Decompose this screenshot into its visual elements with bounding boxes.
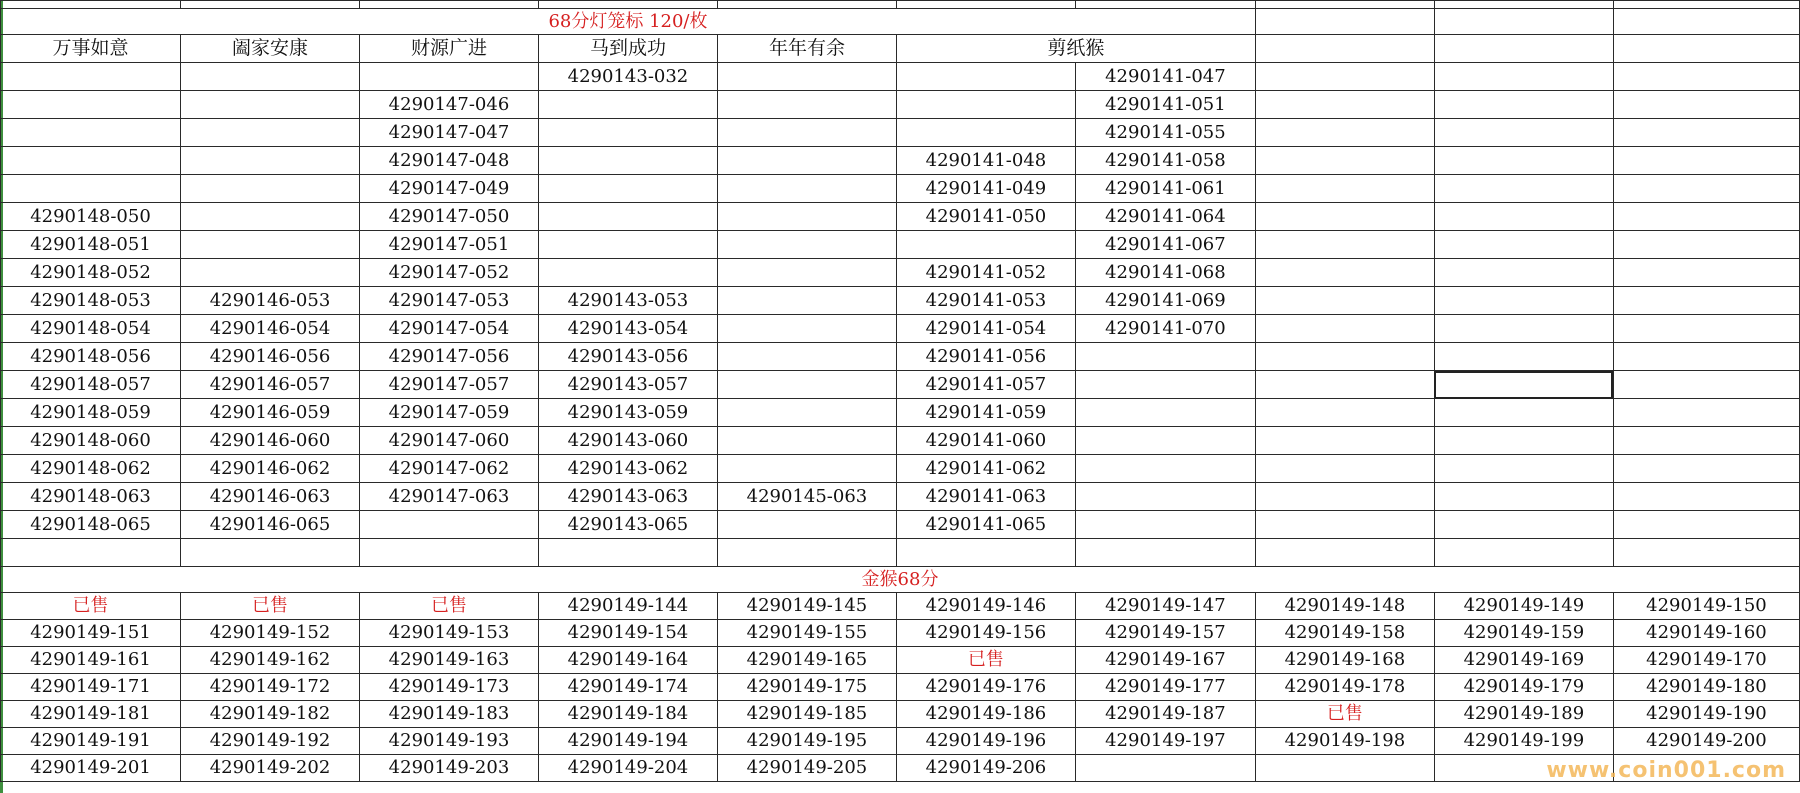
cell[interactable]: 4290143-032 — [538, 63, 717, 91]
cell[interactable] — [1434, 539, 1613, 567]
cell[interactable]: 4290147-049 — [359, 175, 538, 203]
cell[interactable] — [896, 91, 1075, 119]
cell[interactable] — [896, 231, 1075, 259]
cell[interactable] — [717, 231, 896, 259]
cell[interactable] — [1255, 147, 1434, 175]
cell[interactable] — [717, 203, 896, 231]
cell[interactable]: 4290149-170 — [1613, 647, 1799, 674]
cell[interactable]: 4290149-154 — [538, 620, 717, 647]
cell[interactable]: 4290143-056 — [538, 343, 717, 371]
cell[interactable] — [1075, 755, 1255, 782]
cell[interactable] — [1, 91, 181, 119]
sold-cell[interactable]: 已售 — [359, 593, 538, 620]
cell[interactable]: 4290141-057 — [896, 371, 1075, 399]
cell[interactable]: 4290149-195 — [717, 728, 896, 755]
cell[interactable]: 4290148-062 — [1, 455, 181, 483]
cell[interactable]: 4290149-190 — [1613, 701, 1799, 728]
cell[interactable]: 4290149-178 — [1255, 674, 1434, 701]
cell[interactable]: 4290141-064 — [1075, 203, 1255, 231]
cell[interactable] — [1613, 9, 1799, 35]
cell[interactable]: 4290146-060 — [181, 427, 360, 455]
cell[interactable] — [538, 1, 717, 9]
cell[interactable] — [1434, 35, 1613, 63]
cell[interactable] — [181, 231, 360, 259]
cell[interactable] — [1255, 539, 1434, 567]
cell[interactable]: 4290149-157 — [1075, 620, 1255, 647]
cell[interactable]: 4290149-168 — [1255, 647, 1434, 674]
cell[interactable]: 4290149-160 — [1613, 620, 1799, 647]
column-header[interactable]: 万事如意 — [1, 35, 181, 63]
cell[interactable] — [717, 147, 896, 175]
cell[interactable]: 4290148-050 — [1, 203, 181, 231]
cell[interactable]: 4290146-065 — [181, 511, 360, 539]
cell[interactable] — [717, 315, 896, 343]
cell[interactable] — [1255, 455, 1434, 483]
cell[interactable]: 4290148-065 — [1, 511, 181, 539]
cell[interactable] — [1434, 147, 1613, 175]
cell[interactable]: 4290143-054 — [538, 315, 717, 343]
cell[interactable]: 4290149-205 — [717, 755, 896, 782]
cell[interactable] — [1255, 1, 1434, 9]
cell[interactable]: 4290149-198 — [1255, 728, 1434, 755]
cell[interactable] — [1613, 511, 1799, 539]
cell[interactable] — [1613, 231, 1799, 259]
column-header[interactable]: 马到成功 — [538, 35, 717, 63]
cell[interactable]: 4290149-199 — [1434, 728, 1613, 755]
cell[interactable] — [1434, 259, 1613, 287]
cell[interactable]: 4290149-184 — [538, 701, 717, 728]
cell[interactable]: 4290145-063 — [717, 483, 896, 511]
cell[interactable] — [1613, 399, 1799, 427]
cell[interactable]: 4290149-189 — [1434, 701, 1613, 728]
cell[interactable] — [538, 539, 717, 567]
sold-cell[interactable]: 已售 — [181, 593, 360, 620]
cell[interactable] — [538, 203, 717, 231]
cell[interactable] — [538, 119, 717, 147]
cell[interactable] — [896, 63, 1075, 91]
cell[interactable]: 4290149-164 — [538, 647, 717, 674]
cell[interactable]: 4290149-186 — [896, 701, 1075, 728]
cell[interactable] — [1613, 35, 1799, 63]
cell[interactable]: 4290146-057 — [181, 371, 360, 399]
cell[interactable]: 4290143-053 — [538, 287, 717, 315]
cell[interactable]: 4290141-053 — [896, 287, 1075, 315]
cell[interactable]: 4290147-059 — [359, 399, 538, 427]
cell[interactable]: 4290149-180 — [1613, 674, 1799, 701]
cell[interactable]: 4290148-053 — [1, 287, 181, 315]
cell[interactable] — [1255, 399, 1434, 427]
cell[interactable]: 4290147-063 — [359, 483, 538, 511]
cell[interactable] — [1613, 147, 1799, 175]
cell[interactable] — [717, 91, 896, 119]
cell[interactable]: 4290141-063 — [896, 483, 1075, 511]
cell[interactable]: 4290149-177 — [1075, 674, 1255, 701]
cell[interactable]: 4290149-161 — [1, 647, 181, 674]
cell[interactable]: 4290147-052 — [359, 259, 538, 287]
cell[interactable] — [717, 511, 896, 539]
cell[interactable] — [1255, 755, 1434, 782]
cell[interactable] — [1613, 539, 1799, 567]
cell[interactable] — [181, 1, 360, 9]
cell[interactable] — [1255, 91, 1434, 119]
cell[interactable] — [1613, 175, 1799, 203]
column-header[interactable]: 财源广进 — [359, 35, 538, 63]
cell[interactable] — [1075, 511, 1255, 539]
cell[interactable] — [538, 147, 717, 175]
cell[interactable]: 4290149-200 — [1613, 728, 1799, 755]
cell[interactable] — [1613, 427, 1799, 455]
cell[interactable] — [538, 175, 717, 203]
cell[interactable]: 4290148-051 — [1, 231, 181, 259]
cell[interactable] — [181, 539, 360, 567]
cell[interactable] — [359, 63, 538, 91]
cell[interactable]: 4290149-155 — [717, 620, 896, 647]
cell[interactable] — [1, 119, 181, 147]
cell[interactable]: 4290141-054 — [896, 315, 1075, 343]
column-header[interactable]: 剪纸猴 — [896, 35, 1255, 63]
cell[interactable]: 4290147-050 — [359, 203, 538, 231]
cell[interactable]: 4290149-147 — [1075, 593, 1255, 620]
cell[interactable] — [538, 259, 717, 287]
cell[interactable] — [1075, 455, 1255, 483]
cell[interactable]: 4290149-146 — [896, 593, 1075, 620]
cell[interactable] — [1075, 1, 1255, 9]
cell[interactable]: 4290143-063 — [538, 483, 717, 511]
cell[interactable]: 4290141-069 — [1075, 287, 1255, 315]
cell[interactable]: 4290146-054 — [181, 315, 360, 343]
cell[interactable] — [181, 175, 360, 203]
cell[interactable]: 4290146-059 — [181, 399, 360, 427]
cell[interactable] — [717, 175, 896, 203]
cell[interactable]: 4290149-145 — [717, 593, 896, 620]
cell[interactable] — [538, 231, 717, 259]
cell[interactable] — [1255, 175, 1434, 203]
cell[interactable] — [359, 511, 538, 539]
cell[interactable]: 4290149-169 — [1434, 647, 1613, 674]
cell[interactable] — [1255, 231, 1434, 259]
cell[interactable] — [1613, 455, 1799, 483]
cell[interactable]: 4290149-165 — [717, 647, 896, 674]
cell[interactable] — [1613, 371, 1799, 399]
cell[interactable]: 4290141-047 — [1075, 63, 1255, 91]
cell[interactable]: 4290149-181 — [1, 701, 181, 728]
cell[interactable] — [1075, 539, 1255, 567]
cell[interactable]: 4290141-061 — [1075, 175, 1255, 203]
cell[interactable] — [1613, 483, 1799, 511]
cell[interactable] — [1255, 427, 1434, 455]
site-watermark: www.coin001.com — [1546, 758, 1786, 783]
cell[interactable]: 4290149-150 — [1613, 593, 1799, 620]
cell[interactable] — [1434, 315, 1613, 343]
cell[interactable]: 4290149-203 — [359, 755, 538, 782]
cell[interactable]: 4290149-144 — [538, 593, 717, 620]
cell[interactable]: 4290147-046 — [359, 91, 538, 119]
cell[interactable] — [717, 399, 896, 427]
cell[interactable] — [717, 119, 896, 147]
cell[interactable]: 4290148-060 — [1, 427, 181, 455]
cell[interactable]: 4290147-053 — [359, 287, 538, 315]
cell[interactable] — [1434, 63, 1613, 91]
cell[interactable]: 4290149-182 — [181, 701, 360, 728]
cell[interactable]: 4290143-065 — [538, 511, 717, 539]
cell[interactable] — [181, 203, 360, 231]
cell[interactable]: 4290149-159 — [1434, 620, 1613, 647]
cell[interactable]: 4290148-063 — [1, 483, 181, 511]
cell[interactable] — [1075, 343, 1255, 371]
column-header[interactable]: 阖家安康 — [181, 35, 360, 63]
cell[interactable] — [1613, 287, 1799, 315]
cell[interactable]: 4290149-148 — [1255, 593, 1434, 620]
cell[interactable]: 4290149-171 — [1, 674, 181, 701]
cell[interactable]: 4290149-176 — [896, 674, 1075, 701]
cell[interactable] — [1, 1, 181, 9]
cell[interactable]: 4290147-057 — [359, 371, 538, 399]
cell[interactable]: 4290149-206 — [896, 755, 1075, 782]
cell[interactable] — [1434, 231, 1613, 259]
cell[interactable]: 4290141-051 — [1075, 91, 1255, 119]
cell[interactable] — [181, 119, 360, 147]
sold-cell[interactable]: 已售 — [1255, 701, 1434, 728]
cell[interactable] — [896, 119, 1075, 147]
cell[interactable]: 4290149-158 — [1255, 620, 1434, 647]
cell[interactable] — [717, 63, 896, 91]
sold-cell[interactable]: 已售 — [1, 593, 181, 620]
cell[interactable] — [1255, 511, 1434, 539]
cell[interactable]: 4290146-062 — [181, 455, 360, 483]
cell[interactable]: 4290147-047 — [359, 119, 538, 147]
cell[interactable]: 4290148-059 — [1, 399, 181, 427]
cell[interactable]: 4290149-194 — [538, 728, 717, 755]
cell[interactable]: 4290149-175 — [717, 674, 896, 701]
cell[interactable]: 4290149-197 — [1075, 728, 1255, 755]
cell[interactable] — [717, 343, 896, 371]
cell[interactable]: 4290141-062 — [896, 455, 1075, 483]
cell[interactable] — [1, 147, 181, 175]
cell[interactable]: 4290141-059 — [896, 399, 1075, 427]
cell[interactable]: 4290149-204 — [538, 755, 717, 782]
cell[interactable]: 4290147-048 — [359, 147, 538, 175]
sold-cell[interactable]: 已售 — [896, 647, 1075, 674]
cell[interactable] — [1255, 63, 1434, 91]
cell[interactable]: 4290149-153 — [359, 620, 538, 647]
cell[interactable] — [717, 427, 896, 455]
cell[interactable]: 4290149-187 — [1075, 701, 1255, 728]
cell[interactable]: 4290141-052 — [896, 259, 1075, 287]
cell[interactable]: 4290149-202 — [181, 755, 360, 782]
cell[interactable]: 4290149-173 — [359, 674, 538, 701]
cell[interactable]: 4290141-065 — [896, 511, 1075, 539]
cell[interactable] — [181, 63, 360, 91]
cell[interactable] — [1613, 91, 1799, 119]
cell[interactable]: 4290141-050 — [896, 203, 1075, 231]
cell[interactable] — [1434, 427, 1613, 455]
cell[interactable] — [1434, 175, 1613, 203]
cell[interactable] — [1434, 511, 1613, 539]
cell[interactable] — [1613, 1, 1799, 9]
cell[interactable]: 4290143-060 — [538, 427, 717, 455]
cell[interactable]: 4290141-070 — [1075, 315, 1255, 343]
cell[interactable]: 4290149-196 — [896, 728, 1075, 755]
cell[interactable] — [1255, 203, 1434, 231]
cell[interactable] — [1613, 119, 1799, 147]
cell[interactable]: 4290147-054 — [359, 315, 538, 343]
column-header[interactable]: 年年有余 — [717, 35, 896, 63]
cell[interactable]: 4290146-053 — [181, 287, 360, 315]
cell[interactable] — [1, 63, 181, 91]
cell[interactable]: 4290147-062 — [359, 455, 538, 483]
cell[interactable]: 4290149-156 — [896, 620, 1075, 647]
section-title-lantern[interactable]: 68分灯笼标 120/枚 — [1, 9, 1256, 35]
cell[interactable] — [1434, 287, 1613, 315]
cell[interactable]: 4290149-191 — [1, 728, 181, 755]
cell[interactable]: 4290147-051 — [359, 231, 538, 259]
cell[interactable] — [1255, 9, 1434, 35]
cell[interactable]: 4290149-179 — [1434, 674, 1613, 701]
cell[interactable]: 4290149-167 — [1075, 647, 1255, 674]
cell[interactable] — [1434, 455, 1613, 483]
cell[interactable]: 4290141-068 — [1075, 259, 1255, 287]
cell[interactable]: 4290149-172 — [181, 674, 360, 701]
cell[interactable] — [1613, 343, 1799, 371]
cell[interactable] — [1255, 371, 1434, 399]
cell[interactable]: 4290141-049 — [896, 175, 1075, 203]
cell[interactable] — [538, 91, 717, 119]
cell[interactable]: 4290147-056 — [359, 343, 538, 371]
cell[interactable] — [181, 91, 360, 119]
selected-cell[interactable] — [1434, 371, 1613, 399]
cell[interactable] — [1434, 119, 1613, 147]
cell[interactable]: 4290148-054 — [1, 315, 181, 343]
cell[interactable] — [181, 147, 360, 175]
section-title-golden-monkey[interactable]: 金猴68分 — [1, 567, 1800, 593]
cell[interactable] — [1434, 1, 1613, 9]
cell[interactable] — [717, 1, 896, 9]
cell[interactable]: 4290149-151 — [1, 620, 181, 647]
cell[interactable] — [1255, 483, 1434, 511]
cell[interactable]: 4290143-059 — [538, 399, 717, 427]
cell[interactable]: 4290141-067 — [1075, 231, 1255, 259]
cell[interactable]: 4290143-057 — [538, 371, 717, 399]
cell[interactable]: 4290143-062 — [538, 455, 717, 483]
cell[interactable] — [896, 1, 1075, 9]
cell[interactable] — [359, 1, 538, 9]
cell[interactable] — [1434, 483, 1613, 511]
cell[interactable]: 4290149-149 — [1434, 593, 1613, 620]
cell[interactable] — [1434, 343, 1613, 371]
cell[interactable] — [717, 259, 896, 287]
cell[interactable] — [896, 539, 1075, 567]
cell[interactable] — [1075, 427, 1255, 455]
cell[interactable]: 4290149-192 — [181, 728, 360, 755]
cell[interactable] — [1255, 315, 1434, 343]
cell[interactable] — [717, 287, 896, 315]
cell[interactable]: 4290141-048 — [896, 147, 1075, 175]
cell[interactable]: 4290148-052 — [1, 259, 181, 287]
cell[interactable]: 4290146-063 — [181, 483, 360, 511]
cell[interactable] — [1255, 343, 1434, 371]
cell[interactable] — [359, 539, 538, 567]
cell[interactable] — [1, 539, 181, 567]
cell[interactable] — [717, 539, 896, 567]
cell[interactable] — [1613, 259, 1799, 287]
cell[interactable]: 4290149-183 — [359, 701, 538, 728]
cell[interactable] — [1434, 91, 1613, 119]
cell[interactable] — [1434, 203, 1613, 231]
cell[interactable]: 4290149-174 — [538, 674, 717, 701]
cell[interactable] — [1255, 119, 1434, 147]
cell[interactable] — [1613, 63, 1799, 91]
cell[interactable] — [1075, 399, 1255, 427]
cell[interactable] — [1255, 35, 1434, 63]
cell[interactable]: 4290141-058 — [1075, 147, 1255, 175]
cell[interactable] — [1434, 399, 1613, 427]
cell[interactable]: 4290141-056 — [896, 343, 1075, 371]
cell[interactable]: 4290149-201 — [1, 755, 181, 782]
cell[interactable] — [1075, 483, 1255, 511]
cell[interactable]: 4290149-163 — [359, 647, 538, 674]
cell[interactable]: 4290141-055 — [1075, 119, 1255, 147]
cell[interactable] — [1075, 371, 1255, 399]
cell[interactable] — [1434, 9, 1613, 35]
cell[interactable] — [1, 175, 181, 203]
cell[interactable] — [717, 455, 896, 483]
cell[interactable]: 4290148-057 — [1, 371, 181, 399]
cell[interactable] — [717, 371, 896, 399]
cell[interactable]: 4290149-162 — [181, 647, 360, 674]
cell[interactable] — [1613, 315, 1799, 343]
cell[interactable]: 4290148-056 — [1, 343, 181, 371]
cell[interactable] — [1613, 203, 1799, 231]
cell[interactable] — [1255, 259, 1434, 287]
cell[interactable]: 4290149-185 — [717, 701, 896, 728]
cell[interactable] — [1255, 287, 1434, 315]
cell[interactable]: 4290146-056 — [181, 343, 360, 371]
cell[interactable]: 4290149-152 — [181, 620, 360, 647]
cell[interactable]: 4290147-060 — [359, 427, 538, 455]
cell[interactable]: 4290141-060 — [896, 427, 1075, 455]
cell[interactable] — [181, 259, 360, 287]
cell[interactable]: 4290149-193 — [359, 728, 538, 755]
